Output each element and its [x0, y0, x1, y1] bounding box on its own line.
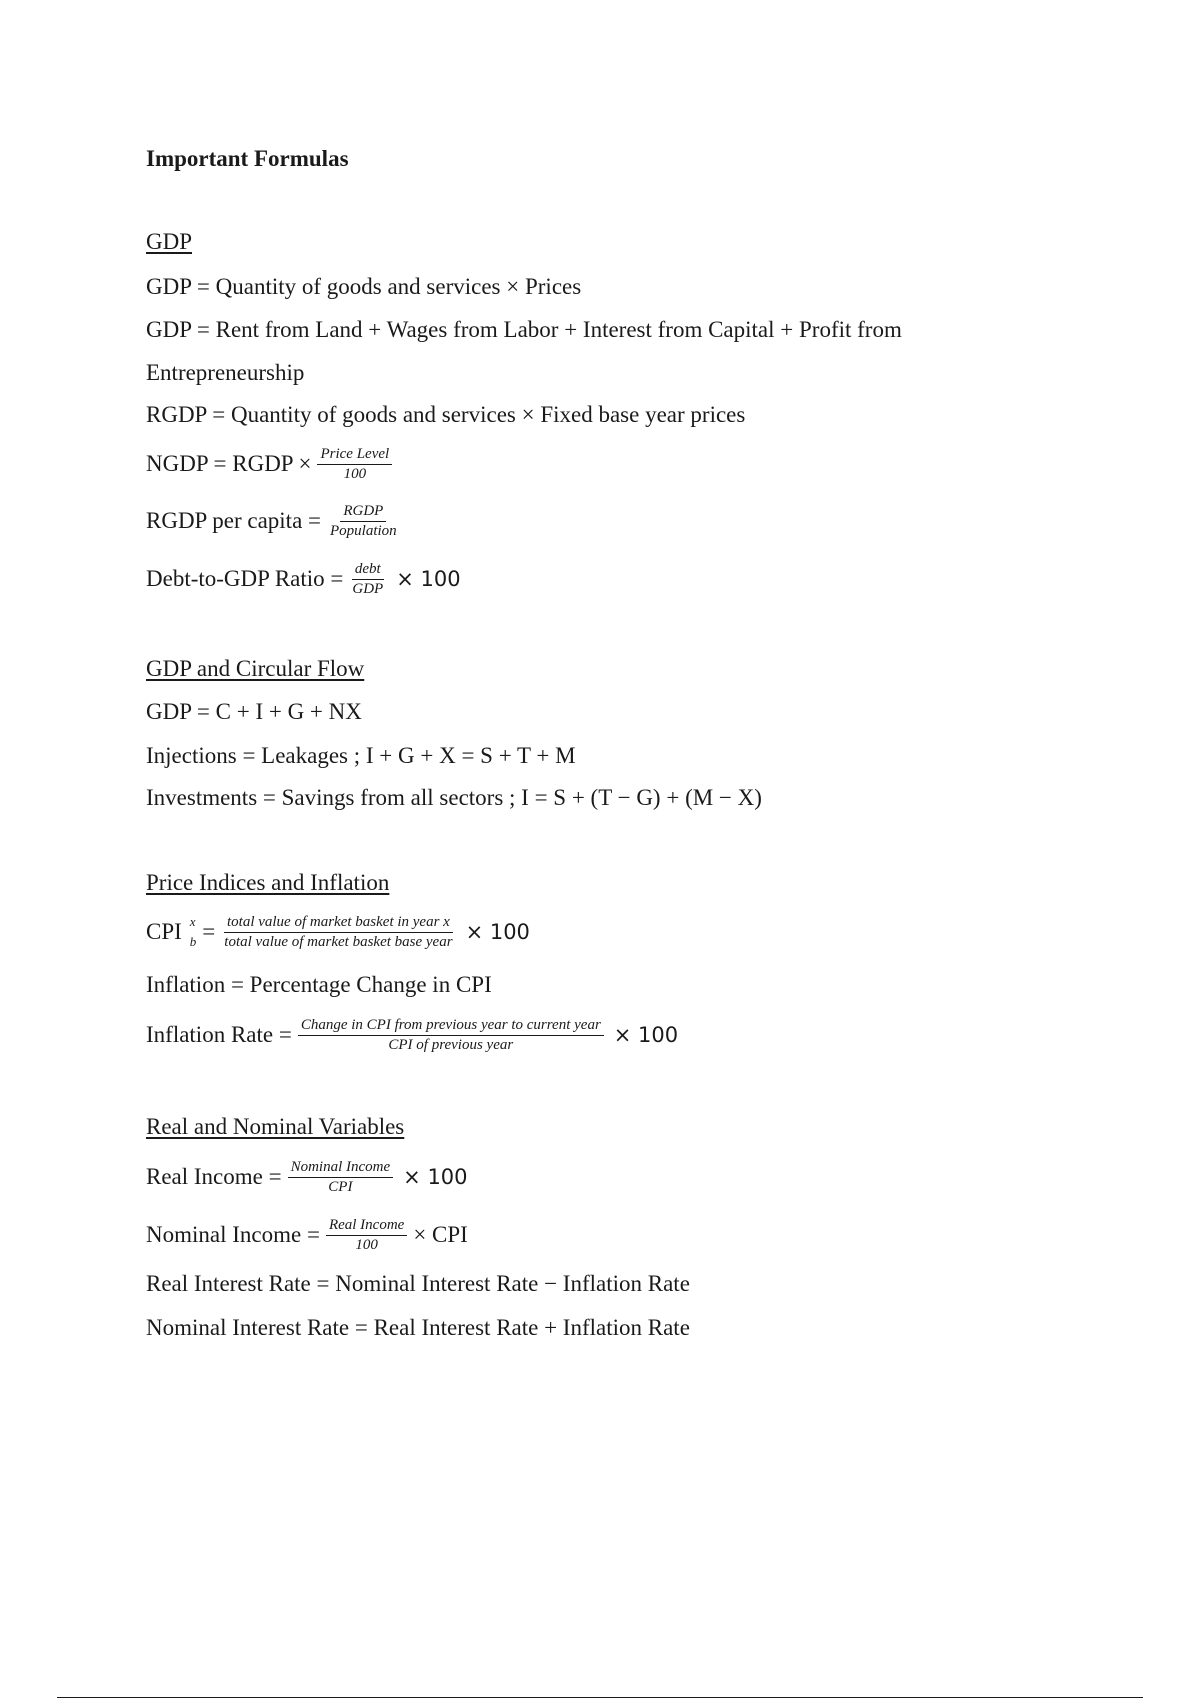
- formula-debt-to-gdp: [146, 560, 461, 597]
- formula-rgdp-per-capita: [146, 502, 406, 539]
- section-heading-real-nominal: Real and Nominal Variables: [146, 1114, 405, 1139]
- formula-nominal-income: [146, 1216, 468, 1253]
- formula-real-interest-rate: Real Interest Rate = Nominal Interest Rate − Inflation Rate: [146, 1271, 690, 1296]
- formula-injections-leakages: Injections = Leakages ; I + G + X = S + T + M: [146, 743, 576, 768]
- formula-rgdp: RGDP = Quantity of goods and services × Fixed base year prices: [146, 402, 746, 427]
- fraction-denominator: CPI of previous year: [388, 1036, 514, 1053]
- fraction: [298, 1016, 604, 1055]
- formula-nominal-interest-rate: Nominal Interest Rate = Real Interest Rate + Inflation Rate: [146, 1315, 690, 1340]
- fraction: [317, 445, 392, 484]
- fraction-numerator: Nominal Income: [288, 1158, 394, 1178]
- formula-ngdp: [146, 445, 398, 482]
- subscript: b: [189, 934, 197, 949]
- fraction-numerator: Real Income: [326, 1216, 407, 1236]
- fraction: [326, 1216, 407, 1255]
- section-heading-price-indices: Price Indices and Inflation: [146, 870, 390, 895]
- footer-divider: [57, 1697, 1143, 1698]
- formula-inflation: Inflation = Percentage Change in CPI: [146, 972, 492, 997]
- formula-lhs: RGDP per capita =: [146, 508, 321, 533]
- fraction-numerator: debt: [352, 560, 384, 580]
- page-title: Important Formulas: [146, 146, 349, 171]
- formula-rhs: × 100: [396, 567, 461, 591]
- formula-rhs: × 100: [403, 1165, 468, 1189]
- fraction-denominator: GDP: [352, 580, 384, 597]
- fraction-denominator: total value of market basket base year: [224, 933, 453, 950]
- fraction-denominator: CPI: [328, 1178, 353, 1195]
- fraction: [221, 913, 455, 952]
- formula-real-income: [146, 1158, 468, 1195]
- fraction: [327, 502, 400, 541]
- formula-cpi: [146, 913, 530, 950]
- fraction-denominator: Population: [330, 522, 397, 539]
- formula-rhs: × CPI: [413, 1222, 468, 1247]
- formula-lhs: Nominal Income =: [146, 1222, 320, 1247]
- formula-rhs: × 100: [465, 920, 530, 944]
- fraction-numerator: total value of market basket in year x: [224, 913, 453, 933]
- formula-lhs: Inflation Rate =: [146, 1022, 292, 1047]
- fraction: [288, 1158, 394, 1197]
- formula-gdp-components: GDP = C + I + G + NX: [146, 699, 362, 724]
- formula-gdp-income-cont: Entrepreneurship: [146, 360, 305, 385]
- sub-superscript: [190, 912, 197, 952]
- formula-lhs: CPI: [146, 919, 182, 944]
- fraction-numerator: Price Level: [317, 445, 392, 465]
- formula-lhs: Real Income =: [146, 1164, 282, 1189]
- fraction-denominator: 100: [355, 1236, 378, 1253]
- superscript: x: [189, 914, 196, 929]
- section-heading-gdp: GDP: [146, 229, 193, 254]
- formula-investments-savings: Investments = Savings from all sectors ; I = S + (T − G) + (M − X): [146, 785, 762, 810]
- equals-sign: =: [202, 919, 216, 944]
- fraction: [349, 560, 386, 599]
- fraction-denominator: 100: [343, 465, 367, 482]
- formula-rhs: × 100: [613, 1023, 679, 1047]
- formula-lhs: NGDP = RGDP ×: [146, 451, 312, 476]
- fraction-numerator: Change in CPI from previous year to current year: [298, 1016, 604, 1036]
- formula-inflation-rate: [146, 1016, 679, 1053]
- formula-gdp-income: GDP = Rent from Land + Wages from Labor + Interest from Capital + Profit from: [146, 317, 902, 342]
- section-heading-circular-flow: GDP and Circular Flow: [146, 656, 365, 681]
- formula-gdp-expenditure: GDP = Quantity of goods and services × Prices: [146, 274, 582, 299]
- formula-lhs: Debt-to-GDP Ratio =: [146, 566, 344, 591]
- fraction-numerator: RGDP: [340, 502, 386, 522]
